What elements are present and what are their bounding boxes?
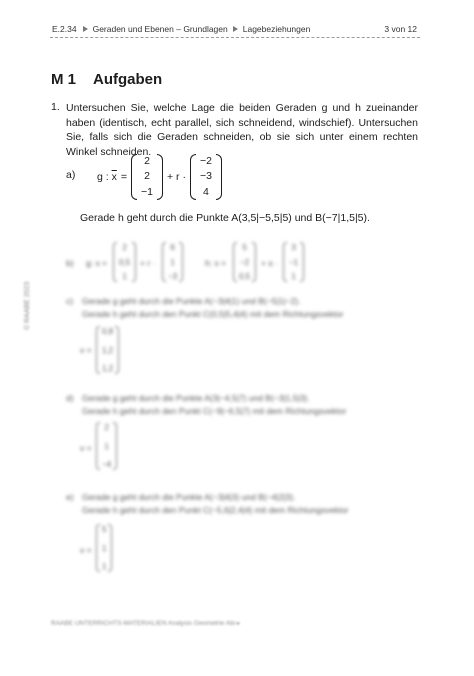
line-g-equation [95, 152, 224, 202]
vector: 3 −1 1 [283, 242, 304, 282]
copyright-side-note: © RAABE 2023 [24, 281, 31, 330]
part-d-vec-prefix: v = [80, 443, 92, 453]
part-e-line2: Gerade h geht durch den Punkt C(−5,6|2,4|4) mit dem Richtungsvektor [82, 505, 349, 515]
part-e-label: e) [66, 492, 74, 502]
vector: 5 1 1 [96, 524, 112, 572]
task-number: 1. [51, 101, 60, 113]
part-d-label: d) [66, 393, 74, 403]
part-e-line1: Gerade g geht durch die Punkte A(−3|4|3) und B(−4|2|3). [82, 492, 296, 502]
vector-entry: −1 [140, 185, 153, 198]
vector: 2 1 −4 [96, 422, 117, 470]
section-title: Aufgaben [93, 71, 163, 88]
breadcrumb-topic: Geraden und Ebenen – Grundlagen [92, 24, 228, 34]
blurred-content [0, 240, 474, 640]
page-number: 3 von 12 [384, 24, 417, 34]
equals-sign: = [120, 171, 127, 183]
line-g-name: g : $\overline{x}$ [97, 171, 117, 183]
chapter-code: E.2.34 [52, 24, 77, 34]
task-text: Untersuchen Sie, welche Lage die beiden Geraden g und h zueinander haben (identisch, echt parallel, sich schneidend, windschief). Untersuchen Sie, falls sich die Geraden schneiden, ob sie sich unter einem rechten Winkel schneiden. [66, 102, 418, 158]
part-c-line1: Gerade g geht durch die Punkte A(−3|4|1) und B(−5|1|−2). [82, 296, 301, 306]
part-b-g-mid: + r · [140, 258, 156, 268]
vector-entry: 2 [144, 154, 150, 167]
vector-entry: −3 [199, 170, 212, 183]
part-d-line1: Gerade g geht durch die Punkte A(3|−4,5|7) und B(−3|1,5|3). [82, 393, 310, 403]
part-b-label: b) [66, 258, 74, 268]
breadcrumb-subtopic: Lagebeziehungen [242, 24, 311, 34]
vector-entry: 2 [144, 170, 150, 183]
page-footer: RAABE UNTERRICHTS-MATERIALIEN Analysis Geometrie Abi ▸ [51, 620, 241, 627]
breadcrumb-arrow-icon [83, 26, 88, 32]
part-d-line2: Gerade h geht durch den Punkt C(−9|−6,5|7) mit dem Richtungsvektor [82, 406, 347, 416]
part-e-vec-prefix: v = [80, 545, 92, 555]
plus-r-term: + r · [166, 171, 186, 183]
part-a-label: a) [66, 169, 76, 181]
support-vector [131, 154, 163, 201]
part-b-g: g: x = [86, 258, 108, 268]
vector: 5 −2 0,5 [233, 242, 256, 282]
header-divider [50, 37, 420, 38]
part-c-label: c) [66, 296, 74, 306]
page-header [52, 22, 417, 36]
part-b-h: h: x = [205, 258, 227, 268]
vector: 6 1 −3 [162, 242, 183, 282]
vector: 0,8 1,2 1,2 [96, 326, 119, 374]
section-id: M 1 [51, 71, 77, 88]
part-c-vec-prefix: v = [80, 345, 92, 355]
vector-entry: −2 [199, 154, 212, 167]
part-b-h-mid: + s · [261, 258, 278, 268]
direction-vector [190, 154, 222, 201]
line-h-description: Gerade h geht durch die Punkte A(3,5|−5,5|5) und B(−7|1,5|5). [80, 212, 370, 224]
vector: 2 0,5 1 [113, 242, 136, 282]
breadcrumb-arrow-icon [233, 26, 238, 32]
vector-entry: 4 [203, 185, 209, 198]
part-c-line2: Gerade h geht durch den Punkt C(0,5|5,4|4) mit dem Richtungsvektor [82, 309, 344, 319]
